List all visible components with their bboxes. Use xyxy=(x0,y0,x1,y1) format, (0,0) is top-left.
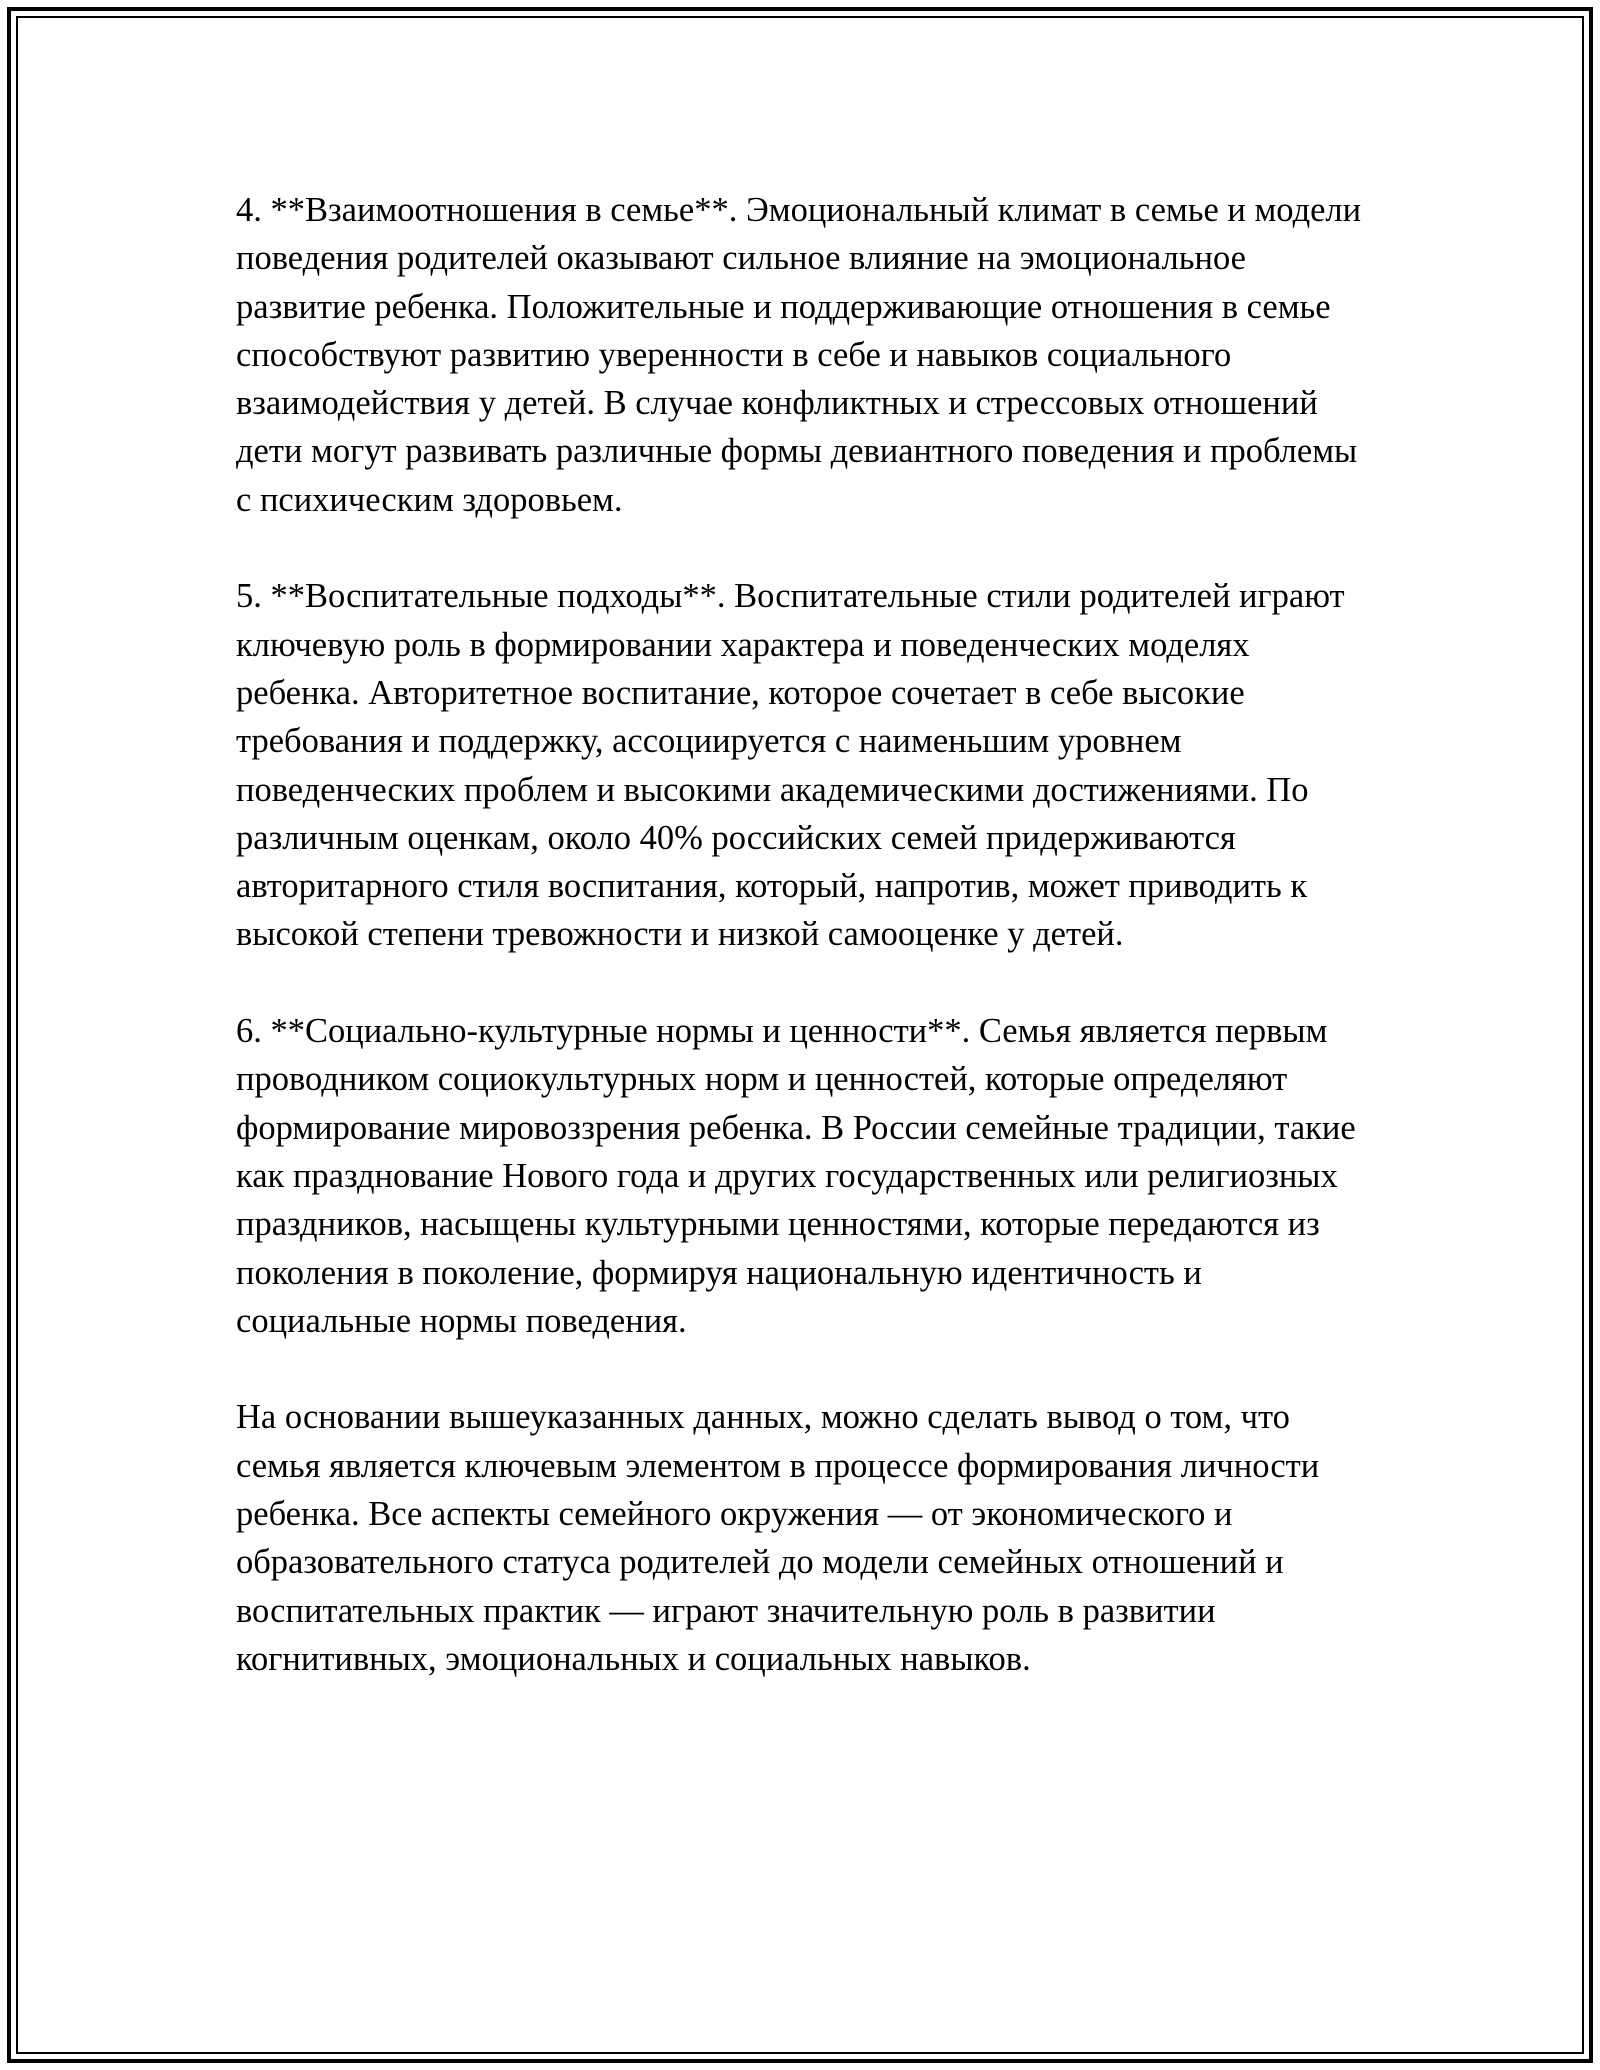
document-body xyxy=(236,186,1371,1732)
paragraph-conclusion: На основании вышеуказанных данных, можно сделать вывод о том, что семья является ключевым элементом в процессе формирования личности ребенка. Все аспекты семейного окружения — от экономического и образовательного статуса родителей до модели семейных отношений и воспитательных практик — играют значительную роль в развитии когнитивных, эмоциональных и социальных навыков. xyxy=(236,1398,1320,1678)
paragraph-parenting-approaches: 5. **Воспитательные подходы**. Воспитательные стили родителей играют ключевую роль в формировании характера и поведенческих моделях ребенка. Авторитетное воспитание, которое сочетает в себе высокие требования и поддержку, ассоциируется с наименьшим уровнем поведенческих проблем и высокими академическими достижениями. По различным оценкам, около 40% российских семей придерживаются авторитарного стиля воспитания, который, напротив, может приводить к высокой степени тревожности и низкой самооценке у детей. xyxy=(236,577,1345,954)
paragraph-family-relations: 4. **Взаимоотношения в семье**. Эмоциональный климат в семье и модели поведения родителей оказывают сильное влияние на эмоциональное развитие ребенка. Положительные и поддерживающие отношения в семье способствуют развитию уверенности в себе и навыков социального взаимодействия у детей. В случае конфликтных и стрессовых отношений дети могут развивать различные формы девиантного поведения и проблемы с психическим здоровьем. xyxy=(236,191,1362,519)
paragraph-sociocultural-norms: 6. **Социально-культурные нормы и ценности**. Семья является первым проводником социокультурных норм и ценностей, которые определяют формирование мировоззрения ребенка. В России семейные традиции, такие как празднование Нового года и других государственных или религиозных праздников, насыщены культурными ценностями, которые передаются из поколения в поколение, формируя национальную идентичность и социальные нормы поведения. xyxy=(236,1012,1356,1340)
